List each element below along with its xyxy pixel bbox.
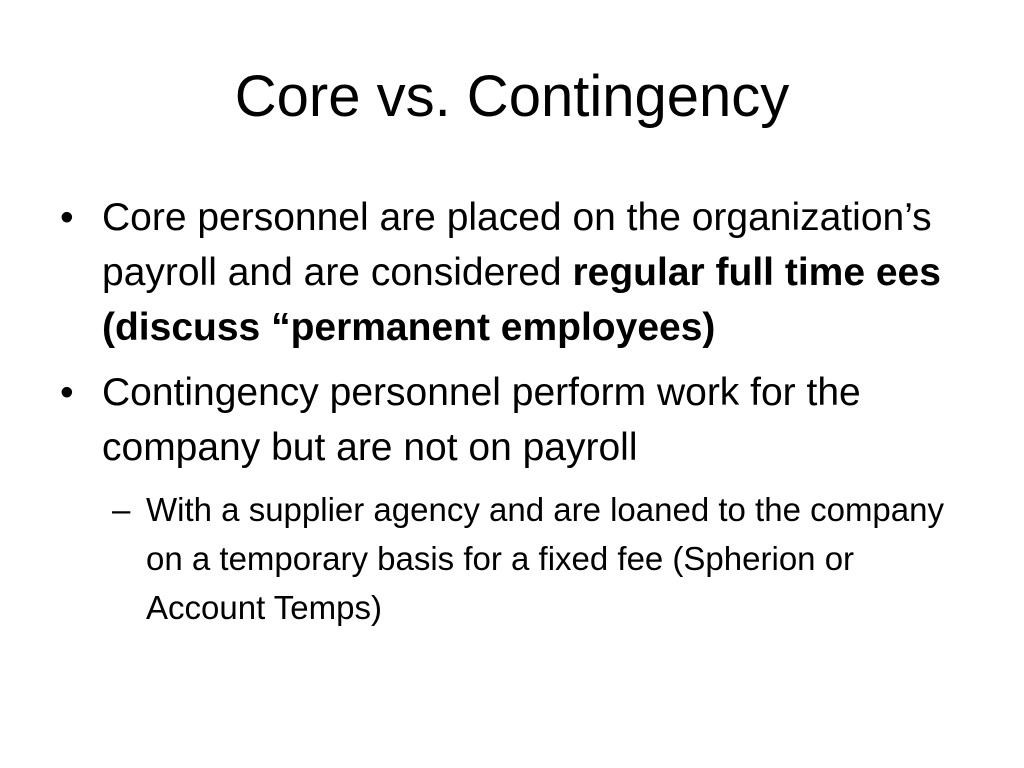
sub-bullet-item-agency: [60, 485, 960, 632]
bullet-text: Contingency personnel perform work for the company but are not on payroll: [102, 371, 861, 469]
sub-bullet-marker: –: [112, 491, 131, 528]
bullet-item-contingency: [60, 365, 960, 475]
slide-title: Core vs. Contingency: [234, 64, 790, 129]
slide-content: [60, 190, 960, 632]
bullet-bold-text: regular full time ees (discuss “permanent employees): [102, 251, 941, 349]
bullet-marker: •: [60, 196, 74, 239]
bullet-marker: •: [60, 371, 74, 414]
sub-bullet-text: With a supplier agency and are loaned to the company on a temporary basis for a fixed fee (Spherion or Account Temps): [146, 491, 944, 626]
bullet-text: Core personnel are placed on the organization’s payroll and are considered: [102, 196, 932, 294]
bullet-item-core: [60, 190, 960, 355]
